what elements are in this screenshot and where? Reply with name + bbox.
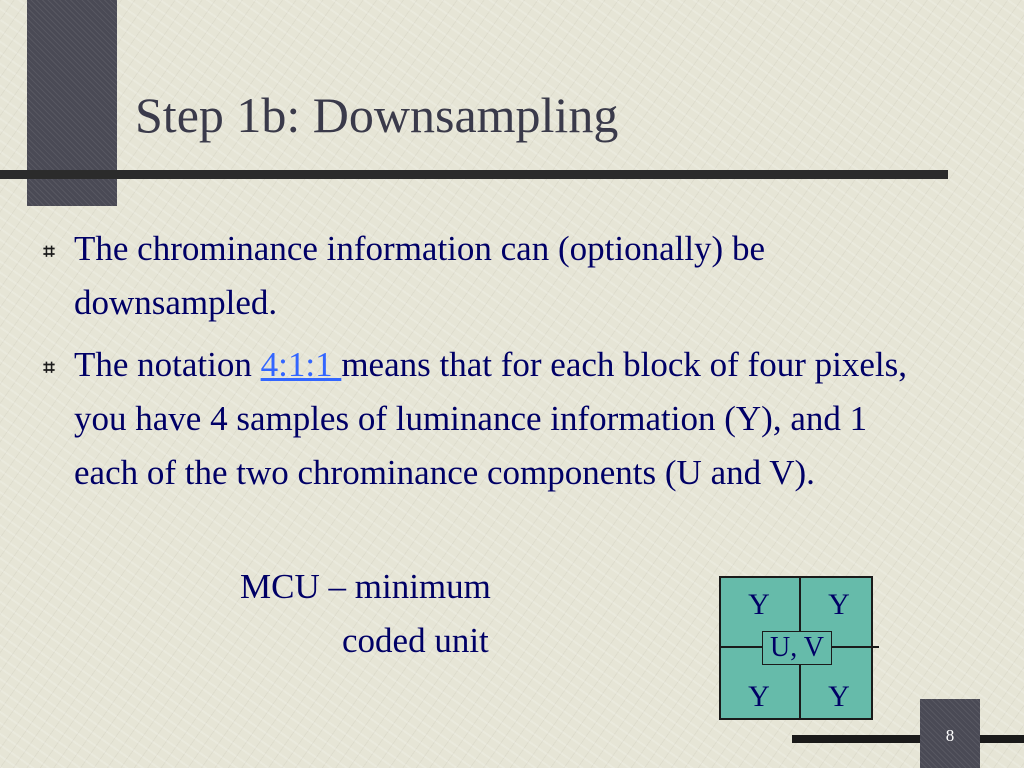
bullet-item	[36, 222, 936, 330]
luminance-cell: Y	[828, 680, 850, 713]
bullet-text-after-link: means that for each block of four pixels, you have 4 samples of luminance information (Y), and 1 each of the two chrominance components (U and V).	[74, 345, 907, 492]
hash-bullet-icon: ⌗	[43, 239, 55, 263]
chrominance-cell: U, V	[762, 631, 832, 665]
footer-rule	[792, 735, 1024, 743]
luminance-cell: Y	[748, 680, 770, 713]
title-underline-rule	[0, 170, 948, 179]
mcu-diagram	[719, 576, 873, 720]
bullet-text: The chrominance information can (optionally) be downsampled.	[74, 229, 765, 322]
mcu-caption-line1: MCU – minimum	[240, 567, 491, 606]
bullet-item	[36, 338, 936, 500]
mcu-caption-line2: coded unit	[342, 621, 489, 660]
luminance-cell: Y	[748, 588, 770, 621]
bullet-list	[36, 222, 936, 508]
hash-bullet-icon: ⌗	[43, 355, 55, 379]
bullet-text-before-link: The notation	[74, 345, 261, 384]
luminance-cell: Y	[828, 588, 850, 621]
bullet-text	[74, 338, 936, 500]
page-number: 8	[945, 726, 955, 745]
notation-link[interactable]: 4:1:1	[260, 345, 342, 384]
slide-title: Step 1b: Downsampling	[135, 87, 619, 143]
